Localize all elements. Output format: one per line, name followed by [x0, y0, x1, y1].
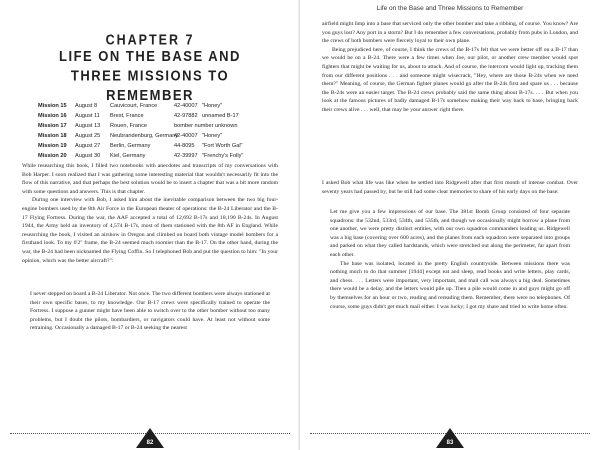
mission-row [38, 121, 278, 131]
mission-date: August 30 [75, 153, 101, 159]
aircraft-serial: bomber number unknown [174, 123, 238, 129]
right-page [300, 0, 600, 450]
quote-paragraph: Being prejudiced here, of course, I think the crews of the B-17s felt that we were better off on a B-17 than we would be on a B-24. There were a few times when Joe, our pilot, or another crew member would spot fighters that might be waiting for us, about to attack. And of course, the intercom would light up, tracking them from our different positions . . . and someone might wisecrack, "Hey, where are those B-24s when we need them?" Meaning, of course, the German fighter planes would go after the B-24s first and spare us . . . because the B-24s were an easier target. The B-24 crews probably said the same thing about B-17s. . . . But when you look at the famous pictures of badly damaged B-17s somehow making their way back to base, bringing back their crews alive . . . well, that may be your answer right there. [322, 46, 578, 113]
mission-row [38, 101, 278, 111]
mission-row [38, 111, 278, 121]
aircraft-serial: 44-8095 [174, 143, 195, 149]
paragraph: I asked Bob what life was like when he settled into Ridgewell after that first month of intense combat. Over seventy years had passed by, but he still had some clear memories to share of his early days on the base: [322, 180, 578, 195]
mission-row [38, 151, 278, 161]
right-narrative [322, 179, 578, 196]
quote-paragraph: airfield might limp into a base that serviced only the other bomber and take a ribbing, of course. You know? Are you guys lost? Any port in a storm? But I do remember a few conversations, probably from pubs in London, and the crews of both bombers were fiercely loyal to their own plane. [322, 21, 578, 45]
running-head: Life on the Base and Three Missions to Remember [376, 5, 524, 12]
page-number: 82 [146, 440, 154, 446]
mission-target: Cauvicourt, France [110, 103, 158, 109]
mission-target: Kiel, Germany [110, 153, 146, 159]
left-block-quote [30, 290, 270, 333]
mission-number: Mission 17 [38, 123, 67, 129]
aircraft-name: unnamed B-17 [202, 113, 239, 119]
right-quote-continued [322, 20, 578, 115]
mission-target: Brest, France [110, 113, 144, 119]
aircraft-serial: 42-97882 [174, 113, 198, 119]
mission-number: Mission 18 [38, 133, 67, 139]
quote-paragraph: I never stepped on board a B-24 Liberator. Not once. The two different bombers were always stationed at their own specific bases, to my knowledge. Our B-17 crews were specifically trained to operate the Fortress. I suppose a gunner might have been able to switch over to the other bomber without too many problems, but I doubt the pilots, bombardiers, or navigators could have. At least not without some retraining. Occasionally a damaged B-17 or B-24 seeking the nearest [30, 291, 270, 332]
mission-target: Berlin, Germany [110, 143, 151, 149]
aircraft-serial: 42-40007 [174, 133, 198, 139]
mission-date: August 11 [75, 113, 100, 119]
page-number: 83 [446, 440, 454, 446]
aircraft-serial: 42-39997 [174, 153, 198, 159]
mission-number: Mission 16 [38, 113, 67, 119]
aircraft-name: "Honey" [202, 103, 223, 109]
mission-target: Neubrandenburg, Germany [110, 133, 179, 139]
aircraft-name: "Honey" [202, 133, 223, 139]
quote-paragraph: The base was isolated, located in the pretty English countryside. Between missions there was nothing much to do that summer [1944] except eat and sleep, read books and write letters, play cards, and chess. . . . Letters were important, very important, and mail call was always a big deal. Sometimes there would be a delay, and the letters would pile up. Then a pile would come in and guys might go off by themselves for an hour or two, reading and rereading them. Remember, there were no telephones. Of course, some guys didn't get much mail either. I was lucky; I got my share and tried to write home often. [330, 260, 570, 310]
mission-number: Mission 19 [38, 143, 67, 149]
mission-date: August 8 [75, 103, 98, 109]
aircraft-name: "Fort Worth Gal" [202, 143, 243, 149]
right-block-quote [330, 208, 570, 311]
mission-number: Mission 15 [38, 103, 67, 109]
mission-row [38, 141, 278, 151]
quote-paragraph: Let me give you a few impressions of our base. The 381st Bomb Group consisted of four separate squadrons: the 532nd, 533rd, 534th, and 535th, and though we occasionally might borrow a plane from one another, we were pretty distinct entities, with our own squadron commanders leading us. Ridgewell was a big base (covering over 600 acres), and the planes from each squadron were separated into groups and parked on what they called hardstands, which were stretched out along the perimeter, far apart from each other. [330, 209, 570, 258]
aircraft-name: "Frenchy's Folly" [202, 153, 244, 159]
mission-date: August 25 [75, 133, 101, 139]
left-body-text [22, 162, 278, 265]
paragraph: During one interview with Bob, I asked him about the inevitable comparison between the two big four-engine bombers used by the 8th Air Force in the European theater of operations: the B-24 Liberator and the B-17 Flying Fortress. During the war, the AAF accepted a total of 12,692 B-17s and 18,190 B-24s. In August 1944, the Army held an inventory of 4,574 B-17s, most of them stationed with the 8th AF in England. While researching the book, I visited an airshow in Oregon and climbed on board both vintage model bombers for a firsthand look. To my 6'2" frame, the B-24 seemed much roomier than the B-17. On the other hand, during the war, the B-24 had been nicknamed the Flying Coffin. So I telephoned Bob and put the question to him: "In your opinion, which was the better aircraft?": [22, 197, 278, 264]
chapter-title: LIFE ON THE BASE AND THREE MISSIONS TO REMEMBER [59, 47, 241, 104]
mission-row [38, 131, 278, 141]
mission-number: Mission 20 [38, 153, 67, 159]
aircraft-serial: 42-40007 [174, 103, 198, 109]
chapter-label: CHAPTER 7 [105, 31, 195, 49]
paragraph: While researching this book, I filled two notebooks with anecdotes and transcripts of my conversations with Bob Harper. I soon realized that I was gathering some interesting material that wouldn't necessarily fit into the flow of this narrative, and that perhaps the best solution would be to insert a chapter that was a bit more random with some questions and answers. This is that chapter. [22, 163, 278, 195]
mission-list [38, 101, 278, 161]
mission-target: Rouen, France [110, 123, 148, 129]
mission-date: August 13 [75, 123, 101, 129]
mission-date: August 27 [75, 143, 101, 149]
